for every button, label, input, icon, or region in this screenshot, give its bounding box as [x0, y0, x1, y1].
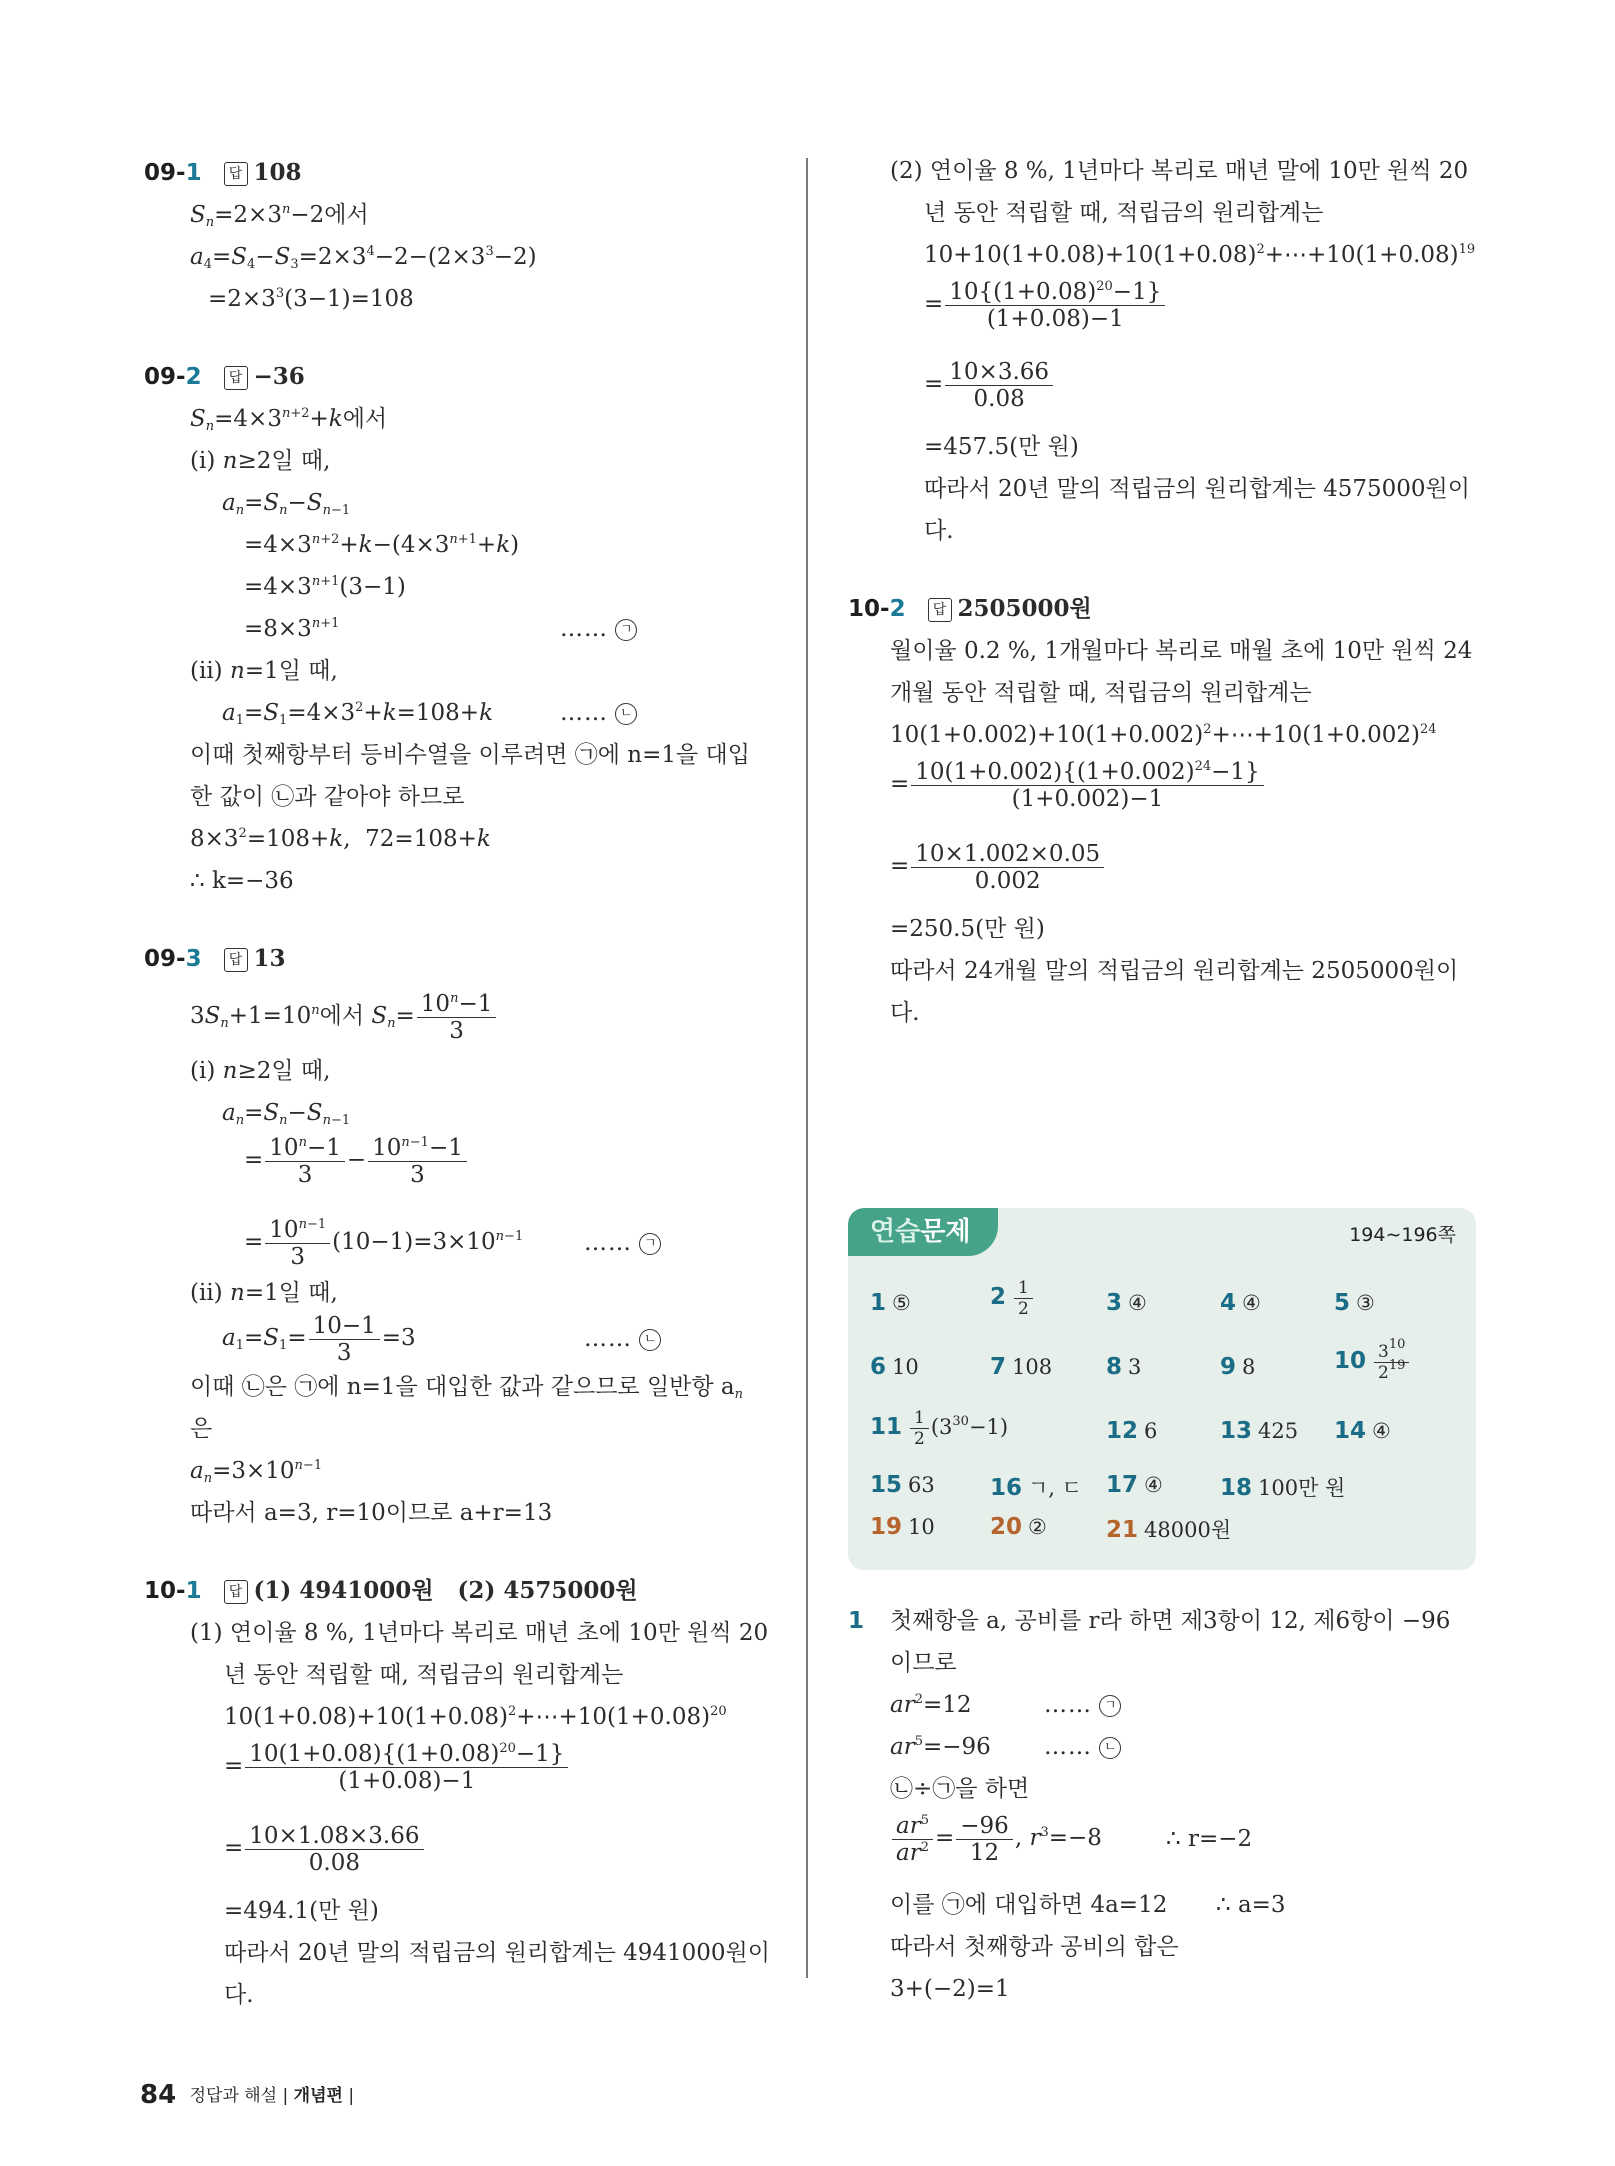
- practice-item: 21 48000원: [1106, 1517, 1232, 1543]
- text-line: 다.: [890, 1000, 920, 1026]
- practice-item: 6 10: [870, 1354, 919, 1380]
- math-line: ∴ a=3: [1216, 1892, 1286, 1918]
- math-line: $a_1=S_1=4\times 3^2+k=108+k$: [222, 700, 494, 728]
- math-line: $a_n=S_n-S_{n-1}$: [222, 490, 351, 518]
- practice-item: 17 ④: [1106, 1472, 1163, 1498]
- text-line: (2) 연이율 8 %, 1년마다 복리로 매년 말에 10만 원씩 20: [890, 158, 1469, 184]
- math-line: …… ㄴ: [1044, 1732, 1121, 1762]
- text-line: 개월 동안 적립할 때, 적립금의 원리합계는: [890, 680, 1312, 706]
- math-line: $=8\times 3^{n+1}$: [244, 616, 340, 642]
- math-line: …… ㄴ: [560, 698, 637, 728]
- math-line: ∴ k=−36: [190, 868, 294, 894]
- math-line: $3S_n+1=10^n$에서 $S_n=$ $\frac{10^n-1}{3}$: [190, 988, 498, 1044]
- practice-item: 2 $\frac{1}{2}$: [990, 1278, 1035, 1319]
- page-range: 194∼196쪽: [1349, 1224, 1456, 1246]
- problem-number: 10-1: [144, 1578, 202, 1604]
- practice-item: 4 ④: [1220, 1290, 1261, 1316]
- circled-nieun-icon: ㄴ: [639, 1329, 661, 1351]
- text-line: 이를 ㉠에 대입하면 4a=12: [890, 1892, 1168, 1918]
- math-line: (ii) n=1일 때,: [190, 1280, 338, 1306]
- math-line: …… ㄱ: [560, 614, 637, 644]
- page-footer: 84 정답과 해설 | 개념편 |: [140, 2080, 355, 2110]
- text-line: 년 동안 적립할 때, 적립금의 원리합계는: [924, 200, 1324, 226]
- text-line: 다.: [224, 1982, 254, 2008]
- text-line: 따라서 첫째항과 공비의 합은: [890, 1934, 1179, 1960]
- math-line: = $\frac{10\times 1.08\times 3.66}{0.08}$: [224, 1820, 426, 1876]
- text-line: 이므로: [890, 1650, 957, 1676]
- math-line: = $\frac{10\times 3.66}{0.08}$: [924, 356, 1055, 412]
- math-line: = $\frac{10(1+0.08)\{(1+0.08)^{20}-1\}}{(1+0.08)-1}$: [224, 1738, 570, 1794]
- math-line: (ii) n=1일 때,: [190, 658, 338, 684]
- math-line: $a_n=S_n-S_{n-1}$: [222, 1100, 351, 1128]
- math-line: =250.5(만 원): [890, 916, 1045, 942]
- circled-giyeok-icon: ㄱ: [615, 619, 637, 641]
- math-line: $ar^2=12$: [890, 1692, 972, 1718]
- practice-item: 13 425: [1220, 1418, 1299, 1444]
- math-line: …… ㄱ: [584, 1228, 661, 1258]
- answer: 108: [253, 159, 302, 186]
- math-line: $8\times 3^2=108+k$, 72=108+k: [190, 826, 491, 852]
- math-line: 3+(−2)=1: [890, 1976, 1010, 2002]
- math-line: (i) n≥2일 때,: [190, 1058, 331, 1084]
- math-line: …… ㄱ: [1044, 1690, 1121, 1720]
- practice-item: 8 3: [1106, 1354, 1142, 1380]
- math-line: = $\frac{10^{n-1}}{3}$ $(10-1)=3\times 10^{n-1}$: [244, 1216, 524, 1270]
- book-title: 정답과 해설: [189, 2086, 278, 2106]
- book-part: 개념편: [293, 2086, 343, 2106]
- practice-item: 5 ③: [1334, 1290, 1375, 1316]
- math-line: $a_n=3\times 10^{n-1}$: [190, 1458, 323, 1486]
- page-number: 84: [140, 2080, 177, 2110]
- text-line: (1) 연이율 8 %, 1년마다 복리로 매년 초에 10만 원씩 20: [190, 1620, 769, 1646]
- problem-10-2-header: [848, 594, 1092, 624]
- column-divider: [806, 158, 808, 1978]
- circled-nieun-icon: ㄴ: [1099, 1737, 1121, 1759]
- practice-item: 16 ㄱ, ㄷ: [990, 1475, 1082, 1501]
- practice-item: 19 10: [870, 1514, 935, 1540]
- answer: 13: [253, 945, 286, 972]
- answer-label-icon: 답: [224, 1580, 248, 1604]
- practice-item: 9 8: [1220, 1354, 1256, 1380]
- practice-item: 15 63: [870, 1472, 935, 1498]
- practice-item: 1 ⑤: [870, 1290, 911, 1316]
- answer: (1) 4941000원 (2) 4575000원: [253, 1577, 638, 1604]
- text-line: 따라서 a=3, r=10이므로 a+r=13: [190, 1500, 553, 1526]
- math-line: =457.5(만 원): [924, 434, 1079, 460]
- circled-giyeok-icon: ㄱ: [639, 1233, 661, 1255]
- math-line: $S_n=4\times 3^{n+2}+k$에서: [190, 406, 388, 434]
- answer-label-icon: 답: [224, 948, 248, 972]
- practice-item: 20 ②: [990, 1514, 1047, 1540]
- text-line: 월이율 0.2 %, 1개월마다 복리로 매월 초에 10만 원씩 24: [890, 638, 1473, 664]
- math-line: = $\frac{10^n-1}{3}$ − $\frac{10^{n-1}-1}{3}$: [244, 1132, 469, 1188]
- math-line: $=4\times 3^{n+1}(3-1)$: [244, 574, 406, 600]
- math-line: $=2\times 3^3(3-1)=108$: [208, 286, 414, 312]
- math-line: $=4\times 3^{n+2}+k-(4\times 3^{n+1}+k)$: [244, 532, 520, 558]
- text-line: 년 동안 적립할 때, 적립금의 원리합계는: [224, 1662, 624, 1688]
- text-line: 따라서 20년 말의 적립금의 원리합계는 4575000원이: [924, 476, 1470, 502]
- practice-item: 18 100만 원: [1220, 1475, 1346, 1501]
- text-line: 따라서 24개월 말의 적립금의 원리합계는 2505000원이: [890, 958, 1459, 984]
- text-line: 다.: [924, 518, 954, 544]
- text-line: 따라서 20년 말의 적립금의 원리합계는 4941000원이: [224, 1940, 770, 1966]
- math-line: …… ㄴ: [584, 1324, 661, 1354]
- problem-number: 09-3: [144, 946, 202, 972]
- math-line: = $\frac{10(1+0.002)\{(1+0.002)^{24}-1\}}{(1+0.002)-1}$: [890, 756, 1266, 812]
- math-line: $ar^5=-96$: [890, 1734, 991, 1760]
- math-line: $10(1+0.08)+10(1+0.08)^2+\cdots+10(1+0.08)^{20}$: [224, 1704, 727, 1730]
- text-line: ㉡÷㉠을 하면: [890, 1776, 1030, 1802]
- circled-giyeok-icon: ㄱ: [1099, 1695, 1121, 1717]
- math-line: $S_n=2\times 3^n-2$에서: [190, 202, 369, 230]
- math-line: $10+10(1+0.08)+10(1+0.08)^2+\cdots+10(1+0.08)^{19}$: [924, 242, 1476, 268]
- practice-item: 14 ④: [1334, 1418, 1391, 1444]
- math-line: $a_1=S_1=$ $\frac{10-1}{3}$ =3: [222, 1312, 416, 1366]
- solution-number: 1: [848, 1608, 865, 1634]
- practice-item: 12 6: [1106, 1418, 1158, 1444]
- math-line: ∴ r=−2: [1166, 1826, 1253, 1852]
- math-line: = $\frac{10\{(1+0.08)^{20}-1\}}{(1+0.08)-1}$: [924, 276, 1167, 332]
- problem-09-2-header: [144, 362, 305, 392]
- answer-label-icon: 답: [224, 162, 248, 186]
- answer-label-icon: 답: [928, 598, 952, 622]
- problem-10-1-header: [144, 1576, 638, 1606]
- math-line: (i) n≥2일 때,: [190, 448, 331, 474]
- text-line: 첫째항을 a, 공비를 r라 하면 제3항이 12, 제6항이 −96: [890, 1608, 1451, 1634]
- answer-label-icon: 답: [224, 366, 248, 390]
- practice-item: 7 108: [990, 1354, 1053, 1380]
- problem-09-3-header: [144, 944, 286, 974]
- practice-item: 11 $\frac{1}{2}$ $(3^{30}-1)$: [870, 1408, 1009, 1449]
- math-line: $a_4=S_4-S_3=2\times 3^4-2-(2\times 3^3-2)$: [190, 244, 537, 272]
- problem-number: 10-2: [848, 596, 906, 622]
- answer: −36: [253, 363, 305, 390]
- practice-tab: 연습문제: [848, 1208, 998, 1256]
- text-line: 이때 첫째항부터 등비수열을 이루려면 ㉠에 n=1을 대입: [190, 742, 750, 768]
- text-line: 한 값이 ㉡과 같아야 하므로: [190, 784, 465, 810]
- math-line: =494.1(만 원): [224, 1898, 379, 1924]
- practice-item: 10 $\frac{3^{10}}{2^{19}}$: [1334, 1342, 1411, 1383]
- problem-number: 09-1: [144, 160, 202, 186]
- problem-number: 09-2: [144, 364, 202, 390]
- math-line: $\frac{ar^5}{ar^2}$ = $\frac{-96}{12}$ , $r^3=-8$: [890, 1810, 1102, 1866]
- problem-09-1-header: [144, 158, 302, 188]
- math-line: $10(1+0.002)+10(1+0.002)^2+\cdots+10(1+0.002)^{24}$: [890, 722, 1437, 748]
- text-line: 이때 ㉡은 ㉠에 n=1을 대입한 값과 같으므로 일반항 $a_n$: [190, 1374, 743, 1402]
- practice-answers-box: [848, 1208, 1476, 1570]
- answer: 2505000원: [957, 595, 1092, 622]
- text-line: 은: [190, 1416, 213, 1442]
- circled-nieun-icon: ㄴ: [615, 703, 637, 725]
- math-line: = $\frac{10\times 1.002\times 0.05}{0.002}$: [890, 838, 1106, 894]
- practice-item: 3 ④: [1106, 1290, 1147, 1316]
